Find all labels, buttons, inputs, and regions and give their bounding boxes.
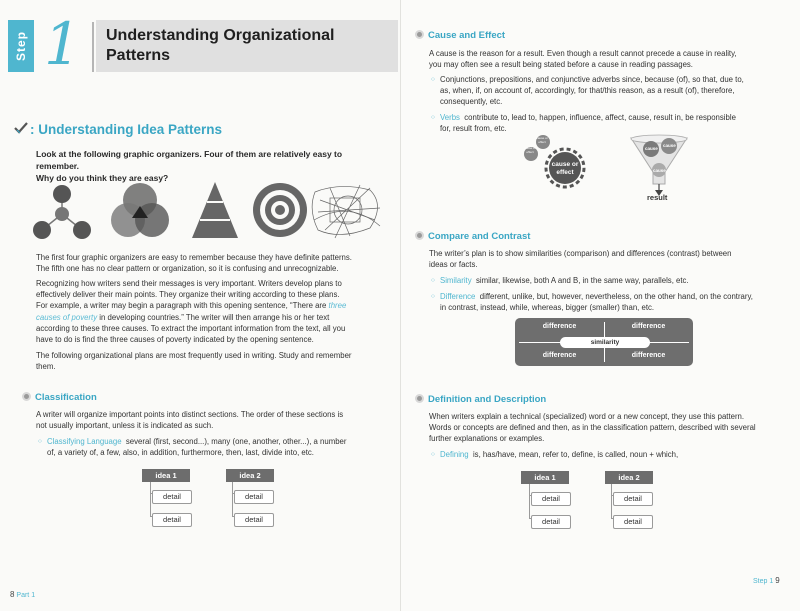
detail-box: detail: [152, 513, 192, 527]
para-line: For example, a writer may begin a paragraph with this opening sentence, “There are three: [36, 301, 347, 311]
difference-cell: difference: [631, 323, 666, 330]
part-label: Part 1: [16, 592, 36, 599]
section-heading-text: : Understanding Idea Patterns: [30, 122, 223, 137]
para-line: Words or concepts are defined and then, as in the classification pattern, described with several: [429, 423, 756, 433]
bullet-dot-icon: [415, 394, 424, 403]
bullet-keyword: Similarity: [440, 276, 472, 285]
chapter-title-line2: Patterns: [106, 47, 171, 64]
funnel-cause-label: cause: [645, 146, 658, 151]
idea-1-header: idea 1: [142, 469, 190, 482]
para-line: them.: [36, 362, 56, 372]
classification-bullet: ○ Classifying Language several (first, second...), many (one, another, other...), a number of, a variety of, a few, also, in addition, furthermore, then, last, divide into, etc.: [38, 436, 394, 458]
bullet-dot-icon: [22, 392, 31, 401]
right-page: [400, 0, 800, 611]
detail-box: detail: [234, 490, 274, 504]
para-line: The writer’s plan is to show similarities (comparison) and differences (contrast) between: [429, 249, 732, 258]
defining-bullet: ○ Defining is, has/have, mean, refer to, define, is called, noun + which,: [431, 449, 791, 460]
idea-2-header: idea 2: [605, 471, 653, 484]
classification-paragraph: [36, 409, 394, 431]
definition-heading: Definition and Description: [415, 394, 546, 405]
idea-2-header: idea 2: [226, 469, 274, 482]
funnel-cause-label: cause: [653, 168, 666, 173]
cause-paragraph: [429, 48, 789, 70]
gear-label-small: cause or effect: [536, 136, 548, 144]
gear-label-small: cause or effect: [524, 146, 536, 154]
difference-cell: difference: [542, 323, 577, 330]
definition-paragraph: [429, 411, 793, 445]
page-number: 8: [10, 590, 15, 599]
similarity-pill: similarity: [560, 337, 650, 348]
para-line: ideas or facts.: [429, 260, 478, 270]
definition-diagram: [521, 471, 701, 541]
detail-box: detail: [613, 492, 653, 506]
right-footer: [753, 576, 780, 585]
para-line: you may often see a result being stated before a cause in reading passages.: [429, 60, 693, 70]
pyramid-icon: [192, 182, 238, 238]
compare-diagram: [515, 318, 693, 366]
question: [36, 148, 386, 184]
cluster-diagram-icon: [33, 185, 91, 239]
highlight-text: three: [328, 301, 347, 311]
para-line: The following organizational plans are most frequently used in writing. Study and remember: [36, 351, 352, 360]
section-heading: [14, 122, 222, 137]
classification-diagram: [142, 469, 322, 539]
para-line: The fifth one has no clear pattern or organization, so it is confusing and unrecognizable.: [36, 264, 339, 274]
step-label: Step 1: [753, 578, 774, 585]
step-divider: [92, 22, 94, 72]
check-pencil-icon: [14, 122, 28, 137]
chapter-title-box: [96, 20, 398, 72]
similarity-bullet: ○ Similarity similar, likewise, both A and B, in the same way, parallels, etc.: [431, 275, 791, 286]
result-label: result: [647, 193, 668, 202]
bullet-keyword: Classifying Language: [47, 437, 122, 446]
bullet-line: of, a variety of, a few, also, in addition, furthermore, then, last, divide into, etc.: [47, 448, 314, 458]
bullet-line: ○ Conjunctions, prepositions, and conjunctive adverbs since, because (of), so that, due to,: [440, 75, 744, 84]
bullet-dot-icon: [415, 231, 424, 240]
para-line: not usually important, unless it is indicated as such.: [36, 421, 214, 431]
cause-bullet-verbs: ○ Verbs contribute to, lead to, happen, influence, affect, cause, result in, be responsible for, result from, etc.: [431, 112, 791, 134]
bullet-line: as, when, if, on account of, accordingly, for that/this reason, as a result (of), therefore,: [440, 86, 735, 96]
para-line: When writers explain a technical (specialized) word or a new concept, they use this pattern.: [429, 412, 745, 421]
paragraph: [36, 278, 391, 345]
para-line: A writer will organize important points into distinct sections. The order of these sections is: [36, 410, 344, 419]
bullet-dot-icon: [415, 30, 424, 39]
compare-contrast-heading: Compare and Contrast: [415, 231, 530, 242]
para-line: effectively deliver their main points. They organize their writing according to these plans.: [36, 290, 340, 300]
bullet-keyword: Defining: [440, 450, 469, 459]
detail-box: detail: [531, 492, 571, 506]
gear-label-line: effect: [556, 168, 574, 176]
classification-heading: Classification: [22, 392, 97, 403]
para-line: have to do is find the three causes of poverty indicated by the opening sentence.: [36, 335, 314, 345]
para-line: The first four graphic organizers are easy to remember because they have definite patterns.: [36, 253, 352, 262]
para-line: according to these three causes. To extract the important information from the text, all you: [36, 323, 346, 333]
detail-box: detail: [152, 490, 192, 504]
difference-cell: difference: [542, 352, 577, 359]
bullet-line: for, result from, etc.: [440, 124, 507, 134]
paragraph: [36, 252, 391, 274]
para-line: Recognizing how writers send their messages is very important. Writers develop plans to: [36, 279, 342, 288]
cause-bullet-conjunctions: [431, 74, 791, 108]
idea-1-header: idea 1: [521, 471, 569, 484]
graphic-organizers: [30, 180, 390, 242]
chapter-title-line1: Understanding Organizational: [106, 27, 335, 44]
para-line: further explanations or examples.: [429, 434, 545, 444]
gear-label-line: cause or: [551, 161, 579, 168]
difference-cell: difference: [631, 352, 666, 359]
question-line: Look at the following graphic organizers. Four of them are relatively easy to remember.: [36, 149, 343, 171]
bullet-line: consequently, etc.: [440, 97, 503, 107]
step-number: 1: [44, 10, 81, 78]
cause-effect-heading: Cause and Effect: [415, 30, 505, 41]
step-tab: Step: [8, 20, 34, 72]
para-line: A cause is the reason for a result. Even though a result cannot precede a cause in reality,: [429, 49, 737, 58]
funnel-cause-label: cause: [663, 143, 676, 148]
scribble-pattern-icon: [312, 185, 380, 238]
left-footer: [10, 590, 35, 599]
bullet-keyword: Difference: [440, 292, 476, 301]
bullet-keyword: Verbs: [440, 113, 460, 122]
detail-box: detail: [234, 513, 274, 527]
paragraph: [36, 350, 391, 372]
detail-box: detail: [613, 515, 653, 529]
bullet-line: in contrast, instead, while, whereas, bigger (smaller) than, etc.: [440, 303, 655, 313]
question-line: Why do you think they are easy?: [36, 173, 169, 183]
funnel-icon: [631, 135, 687, 196]
page-number: 9: [775, 576, 780, 585]
funnel-diagram: [629, 134, 689, 198]
venn-diagram-icon: [111, 183, 169, 237]
concentric-circles-icon: [253, 183, 307, 237]
highlight-text: causes of poverty: [36, 312, 98, 322]
gear-label-big: [549, 161, 581, 176]
difference-bullet: ○ Difference different, unlike, but, however, nevertheless, on the other hand, on the contrary, in contrast, instead, while, whereas, bigger (smaller) than, etc.: [431, 291, 791, 313]
detail-box: detail: [531, 515, 571, 529]
para-line: causes of poverty in developing countries.” The writer will then arrange his or her text: [36, 312, 330, 322]
compare-paragraph: [429, 248, 789, 270]
